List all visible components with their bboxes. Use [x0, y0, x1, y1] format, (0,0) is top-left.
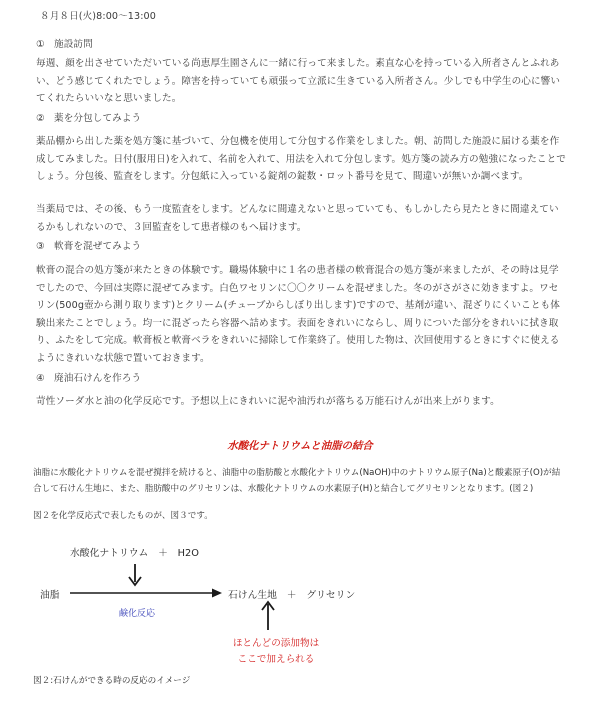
section-1-paragraph: 毎週、顔を出させていただいている尚恵厚生園さんに一緒に行って来ました。素直な心を持っている入所者さんとふれあい、どう感じてくれたでしょう。障害を持っていても頑張って立派に生きている入所者さん。少しでも中学生の心に響いてくれたらいいなと思いました。	[36, 58, 561, 105]
figure-title: 水酸化ナトリウムと油脂の結合	[227, 440, 373, 452]
section-2-paragraph-2: 当薬局では、その後、もう一度監査をします。どんなに間違えないと思っていても、もしかしたら見たときに間違えているかもしれないので、３回監査をして患者様のもへ届けます。	[36, 204, 559, 233]
figure-caption: 図２:石けんができる時の反応のイメージ	[33, 676, 191, 686]
product-label: 石けん生地 ＋ グリセリン	[228, 590, 356, 601]
section-2-number: ②	[36, 113, 45, 124]
section-2-paragraph-1: 薬品棚から出した薬を処方箋に基づいて、分包機を使用して分包する作業をしました。朝、訪問した施設に届ける薬を作成してみました。日付(服用日)を入れて、名前を入れて、用法を入れて分包します。処方箋の読み方の勉強になったことでしょう。分包後、監査をします。分包紙に入っている錠剤の錠数・ロット番号を見て、間違いが無いか調べます。	[36, 136, 566, 183]
additive-note-line-2: ここで加えられる	[237, 654, 315, 665]
section-3-title: 軟膏を混ぜてみよう	[54, 241, 142, 252]
date-heading: ８月８日(火)8:00～13:00	[40, 11, 156, 22]
reaction-main-arrowhead	[212, 589, 222, 598]
figure-explanation: 油脂に水酸化ナトリウムを混ぜ撹拌を続けると、油脂中の脂肪酸と水酸化ナトリウム(NaOH)中のナトリウム原子(Na)と酸素原子(O)が結合して石けん生地に、また、脂肪酸中のグリセリンは、水酸化ナトリウムの水素原子(H)と結合してグリセリンとなります。(図２)	[33, 468, 561, 494]
process-label: 鹸化反応	[119, 609, 156, 619]
section-3-number: ③	[36, 241, 45, 252]
section-3-paragraph: 軟膏の混合の処方箋が来たときの体験です。職場体験中に１名の患者様の軟膏混合の処方箋が来ましたが、その時は見学でしたので、今回は実際に混ぜてみます。白色ワセリンに〇〇クリームを混ぜました。冬のがさがさに効きますよ。ワセリン(500g壺から測り取ります)とクリーム(チューブからしぼり出します)ですので、基剤が違い、混ざりにくいことも体験出来たことでしょう。均一に混ざったら容器へ詰めます。表面をきれいにならし、周りについた部分をきれいに拭き取り、ふたをして完成。軟膏板と軟膏ベラをきれいに掃除して作業終了。使用した物は、次回使用するときにすぐに使えるようにきれいな状態で置いておきます。	[36, 265, 560, 364]
section-4-title: 廃油石けんを作ろう	[54, 373, 142, 384]
section-1-number: ①	[36, 39, 45, 50]
additive-note-line-1: ほとんどの添加物は	[232, 638, 320, 649]
figure-explanation-2: 図２を化学反応式で表したものが、図３です。	[33, 511, 213, 521]
reactant-left-label: 油脂	[40, 590, 60, 601]
section-2-title: 薬を分包してみよう	[54, 113, 142, 124]
section-4-number: ④	[36, 373, 45, 384]
section-1-title: 施設訪問	[54, 39, 93, 50]
reactant-top-label: 水酸化ナトリウム ＋ H2O	[70, 548, 199, 559]
section-4-paragraph: 苛性ソーダ水と油の化学反応です。予想以上にきれいに泥や油汚れが落ちる万能石けんが出来上がります。	[36, 396, 500, 407]
